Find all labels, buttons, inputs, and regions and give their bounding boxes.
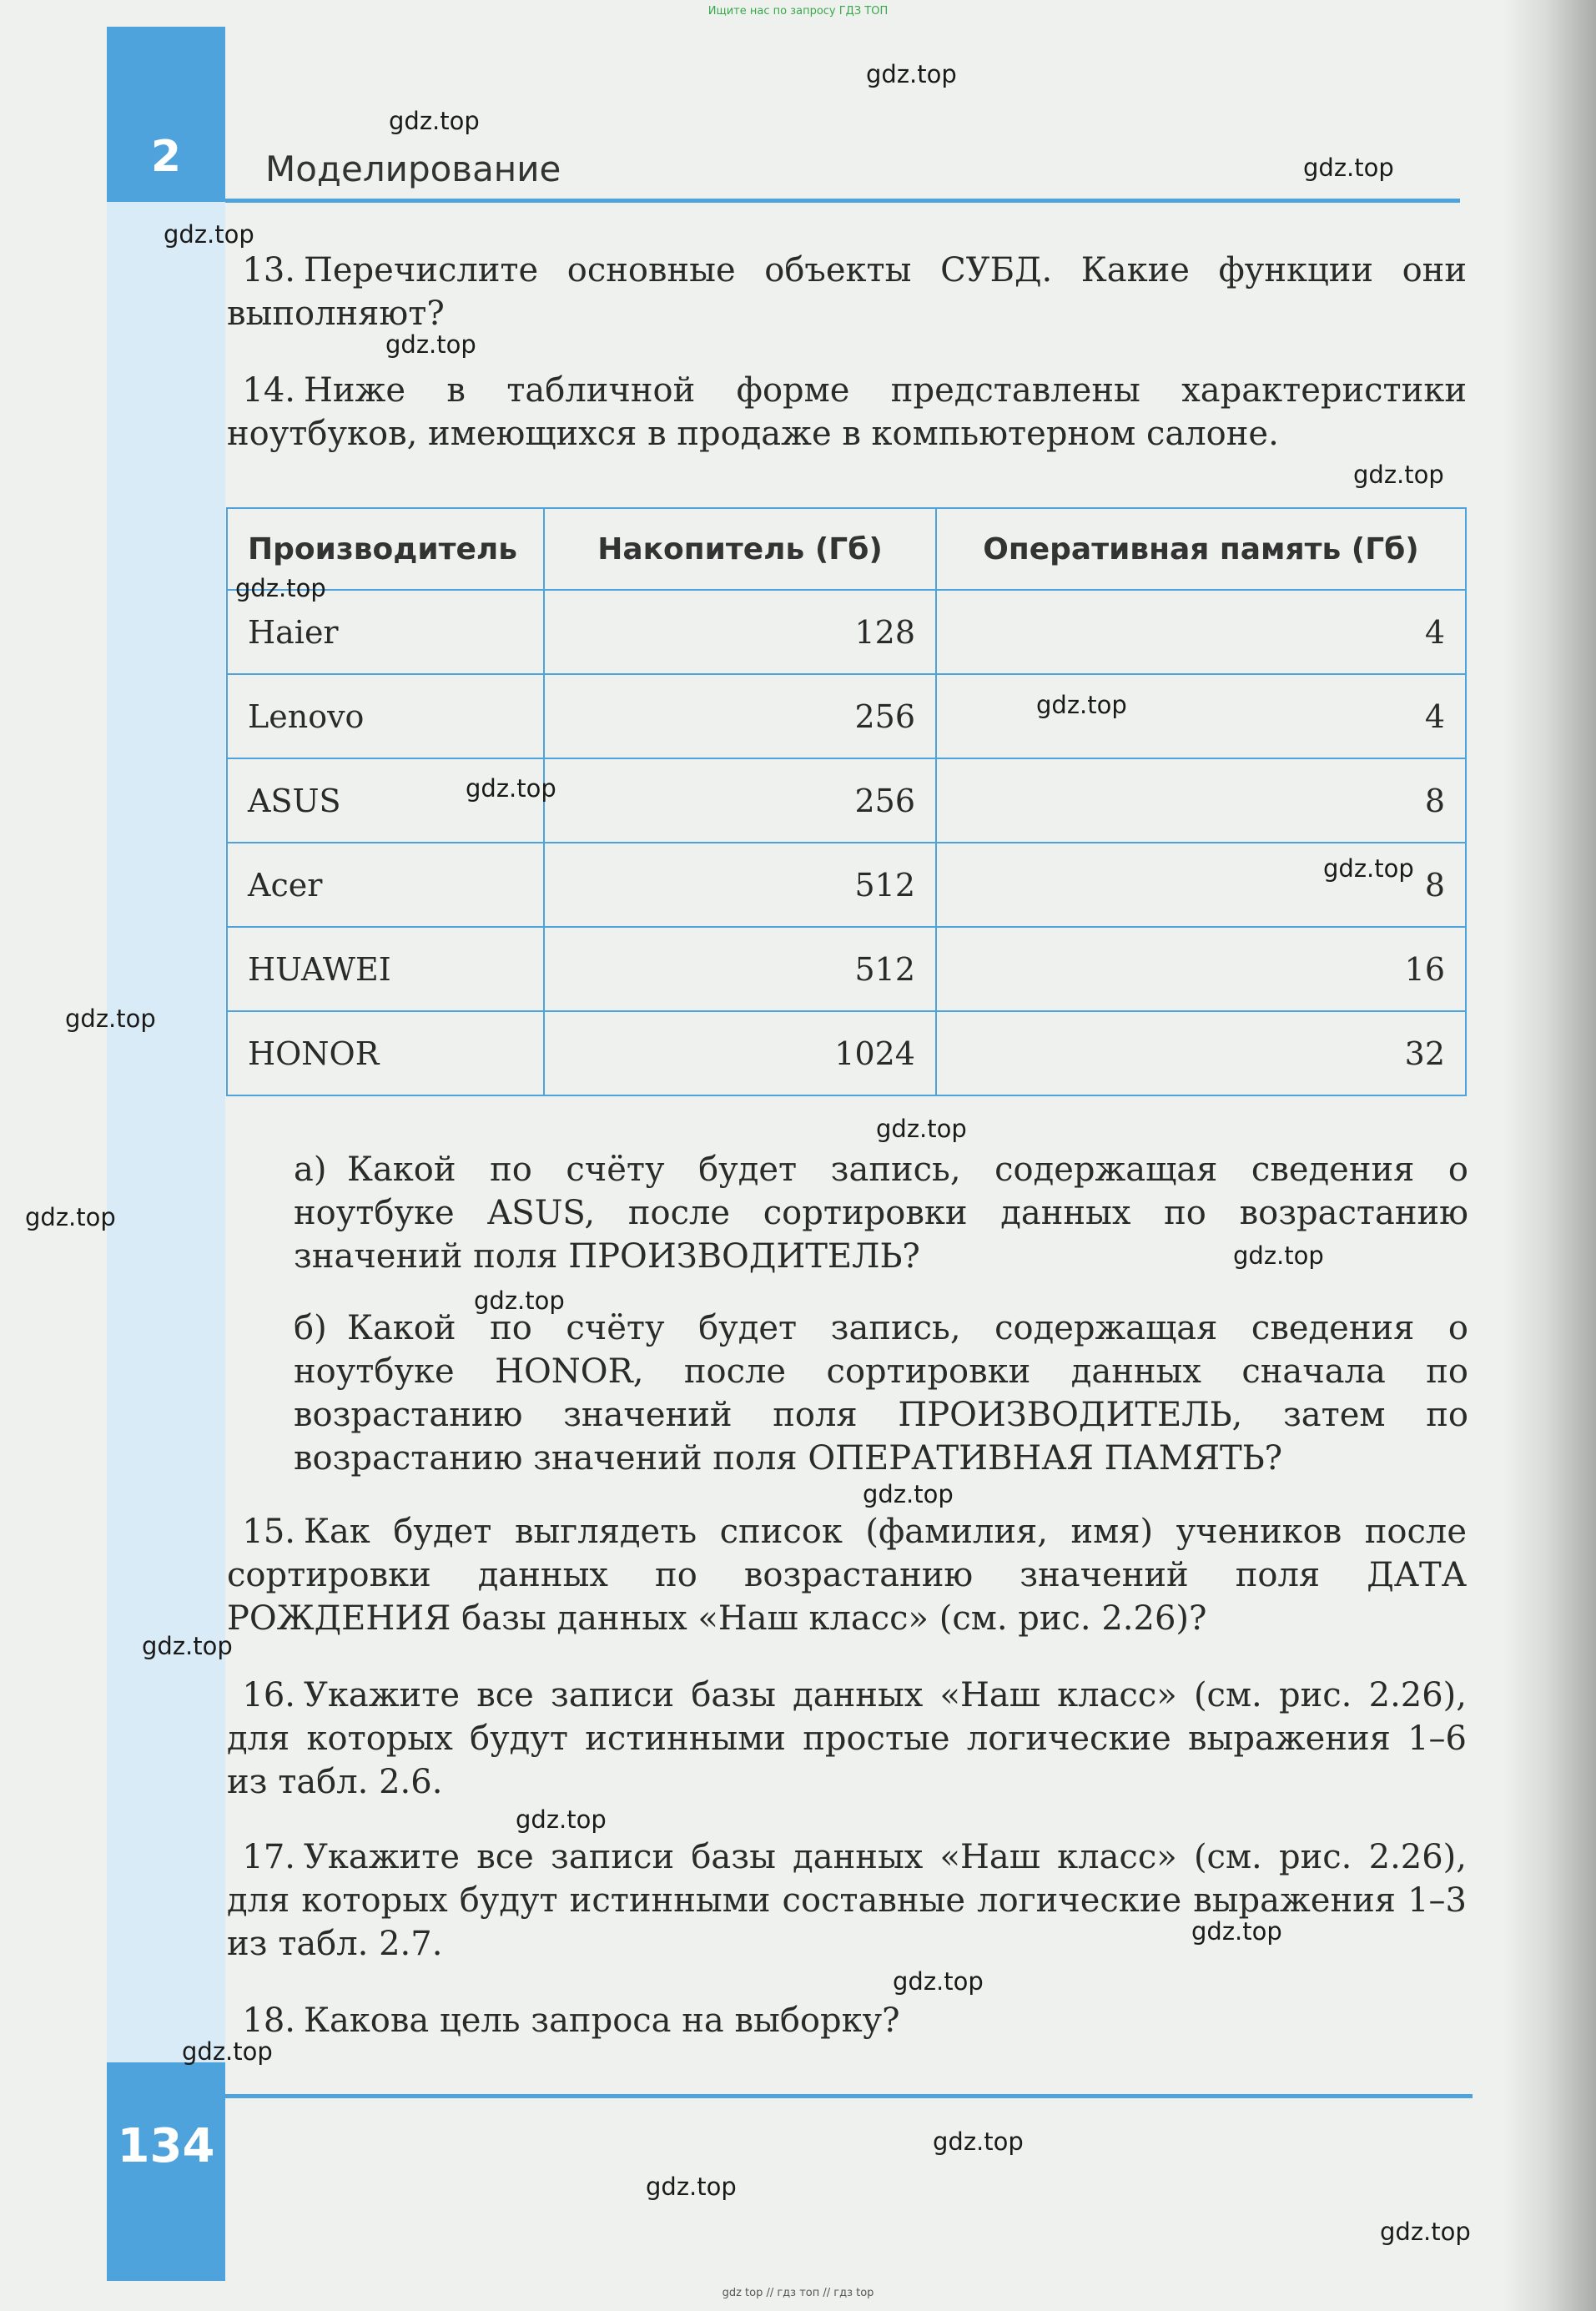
cell-storage: 256	[544, 674, 936, 758]
cell-manufacturer: Lenovo	[227, 674, 544, 758]
cell-manufacturer: HONOR	[227, 1011, 544, 1095]
page-number: 134	[117, 2119, 215, 2173]
watermark: gdz.top	[182, 2037, 273, 2066]
margin-band	[107, 202, 225, 2062]
watermark: gdz.top	[142, 1632, 233, 1660]
watermark: gdz.top	[1191, 1917, 1282, 1946]
question-text: Перечислите основные объекты СУБД. Какие функции они выполняют?	[227, 251, 1467, 333]
table-row	[227, 590, 1466, 674]
table-row	[227, 1011, 1466, 1095]
watermark: gdz.top	[1353, 461, 1444, 489]
chapter-title: Моделирование	[265, 149, 561, 189]
chapter-number: 2	[150, 132, 182, 182]
watermark: gdz.top	[646, 2173, 737, 2201]
question-text: Как будет выглядеть список (фамилия, имя) учеников после сортировки данных по возрастанию значений поля ДАТА РОЖДЕНИЯ базы данных «Наш класс» (см. рис. 2.26)?	[227, 1513, 1467, 1638]
subquestion-label: б)	[294, 1309, 327, 1347]
cell-ram: 4	[936, 674, 1466, 758]
table-header-row	[227, 508, 1466, 590]
question-17	[227, 1835, 1467, 1966]
table-row	[227, 843, 1466, 927]
watermark: gdz.top	[235, 574, 326, 602]
column-header-manufacturer: Производитель	[227, 508, 544, 590]
watermark: gdz.top	[1036, 691, 1127, 719]
watermark: gdz.top	[1323, 854, 1414, 883]
cell-storage: 256	[544, 758, 936, 843]
cell-ram: 8	[936, 843, 1466, 927]
column-header-storage: Накопитель (Гб)	[544, 508, 936, 590]
watermark: gdz.top	[389, 107, 480, 135]
header-rule	[225, 199, 1460, 203]
watermark: gdz.top	[893, 1967, 984, 1996]
watermark: gdz.top	[1233, 1241, 1324, 1270]
question-text: Укажите все записи базы данных «Наш класс» (см. рис. 2.26), для которых будут истинными простые логические выражения 1–6 из табл. 2.6.	[227, 1676, 1467, 1801]
watermark: gdz.top	[1303, 154, 1394, 182]
question-number: 18.	[242, 2001, 295, 2040]
subquestion-text: Какой по счёту будет запись, содержащая сведения о ноутбуке HONOR, после сортировки данных сначала по возрастанию значений поля ПРОИЗВОДИТЕЛЬ, затем по возрастанию значений поля ОПЕРАТИВНАЯ ПАМЯТЬ?	[294, 1309, 1468, 1478]
subquestion-text: Какой по счёту будет запись, содержащая сведения о ноутбуке ASUS, после сортировки данных по возрастанию значений поля ПРОИЗВОДИТЕЛЬ?	[294, 1150, 1468, 1276]
question-text: Укажите все записи базы данных «Наш класс» (см. рис. 2.26), для которых будут истинными составные логические выражения 1–3 из табл. 2.7.	[227, 1838, 1467, 1963]
question-text: Какова цель запроса на выборку?	[304, 2001, 900, 2040]
question-13	[227, 249, 1467, 335]
question-number: 13.	[242, 251, 295, 290]
cell-ram: 32	[936, 1011, 1466, 1095]
footer-rule	[225, 2094, 1473, 2098]
table-row	[227, 758, 1466, 843]
watermark: gdz.top	[866, 60, 957, 88]
question-18	[227, 1999, 1467, 2042]
subquestion-label: а)	[294, 1150, 327, 1189]
watermark: gdz.top	[863, 1480, 954, 1508]
cell-ram: 16	[936, 927, 1466, 1011]
bottom-note: gdz top // гдз топ // гдз top	[722, 2287, 874, 2299]
subquestion-b	[294, 1307, 1468, 1480]
question-text: Ниже в табличной форме представлены характеристики ноутбуков, имеющихся в продаже в компьютерном салоне.	[227, 371, 1467, 453]
watermark: gdz.top	[933, 2127, 1024, 2156]
question-16	[227, 1674, 1467, 1804]
watermark: gdz.top	[1380, 2218, 1471, 2246]
watermark: gdz.top	[385, 330, 476, 359]
table-row	[227, 674, 1466, 758]
page-edge-shadow	[1504, 0, 1596, 2311]
cell-manufacturer: Haier	[227, 590, 544, 674]
cell-storage: 128	[544, 590, 936, 674]
watermark: gdz.top	[25, 1203, 116, 1231]
question-number: 17.	[242, 1838, 295, 1876]
watermark: gdz.top	[876, 1115, 967, 1143]
cell-manufacturer: ASUS	[227, 758, 544, 843]
column-header-ram: Оперативная память (Гб)	[936, 508, 1466, 590]
watermark: gdz.top	[65, 1004, 156, 1033]
watermark: gdz.top	[164, 220, 254, 249]
cell-storage: 512	[544, 927, 936, 1011]
cell-storage: 512	[544, 843, 936, 927]
question-15	[227, 1510, 1467, 1640]
question-number: 14.	[242, 371, 295, 410]
question-number: 15.	[242, 1513, 295, 1551]
watermark: gdz.top	[466, 774, 556, 803]
laptop-table	[226, 507, 1467, 1096]
cell-manufacturer: Acer	[227, 843, 544, 927]
table-row	[227, 927, 1466, 1011]
question-number: 16.	[242, 1676, 295, 1714]
watermark: gdz.top	[474, 1286, 565, 1315]
top-note: Ищите нас по запросу ГДЗ ТОП	[707, 5, 889, 18]
cell-storage: 1024	[544, 1011, 936, 1095]
question-14	[227, 369, 1467, 456]
watermark: gdz.top	[516, 1805, 607, 1834]
cell-ram: 4	[936, 590, 1466, 674]
cell-manufacturer: HUAWEI	[227, 927, 544, 1011]
cell-ram: 8	[936, 758, 1466, 843]
